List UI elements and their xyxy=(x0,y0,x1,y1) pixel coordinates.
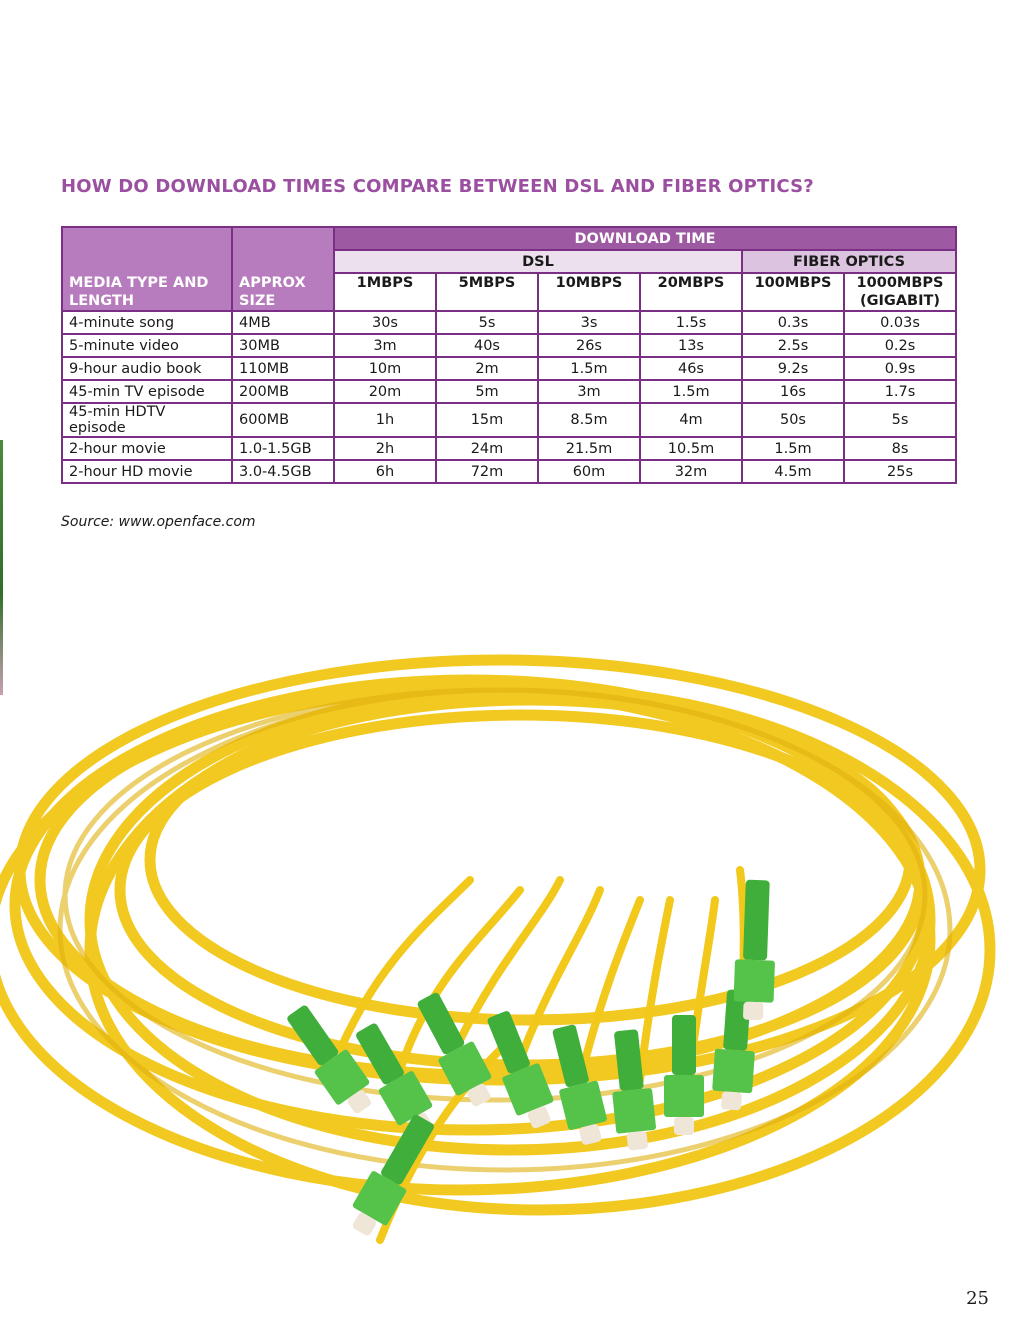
time-cell: 1h xyxy=(334,403,436,437)
time-cell: 50s xyxy=(742,403,844,437)
table-row xyxy=(62,311,956,334)
time-cell: 3s xyxy=(538,311,640,334)
table-row xyxy=(62,334,956,357)
time-cell: 13s xyxy=(640,334,742,357)
time-cell: 0.2s xyxy=(844,334,956,357)
time-cell: 0.3s xyxy=(742,311,844,334)
time-cell: 5s xyxy=(844,403,956,437)
time-cell: 5m xyxy=(436,380,538,403)
speed-header-10mbps: 10MBPS xyxy=(538,273,640,311)
time-cell: 16s xyxy=(742,380,844,403)
section-heading: HOW DO DOWNLOAD TIMES COMPARE BETWEEN DSL AND FIBER OPTICS? xyxy=(61,176,814,197)
time-cell: 3m xyxy=(334,334,436,357)
media-cell: 2-hour HD movie xyxy=(62,460,232,483)
dsl-header: DSL xyxy=(334,250,742,273)
speed-header-5mbps: 5MBPS xyxy=(436,273,538,311)
time-cell: 1.7s xyxy=(844,380,956,403)
size-cell: 4MB xyxy=(232,311,334,334)
time-cell: 1.5m xyxy=(742,437,844,460)
media-cell: 45-min HDTV episode xyxy=(62,403,232,437)
time-cell: 32m xyxy=(640,460,742,483)
time-cell: 30s xyxy=(334,311,436,334)
size-cell: 600MB xyxy=(232,403,334,437)
download-time-header: DOWNLOAD TIME xyxy=(334,227,956,250)
speed-header-20mbps: 20MBPS xyxy=(640,273,742,311)
time-cell: 2h xyxy=(334,437,436,460)
table-row xyxy=(62,437,956,460)
time-cell: 26s xyxy=(538,334,640,357)
time-cell: 15m xyxy=(436,403,538,437)
time-cell: 5s xyxy=(436,311,538,334)
speed-header-1mbps: 1MBPS xyxy=(334,273,436,311)
size-cell: 110MB xyxy=(232,357,334,380)
time-cell: 0.9s xyxy=(844,357,956,380)
media-cell: 45-min TV episode xyxy=(62,380,232,403)
time-cell: 4m xyxy=(640,403,742,437)
time-cell: 60m xyxy=(538,460,640,483)
approx-size-header: APPROX SIZE xyxy=(232,227,334,311)
page-number: 25 xyxy=(966,1288,989,1309)
media-type-header: MEDIA TYPE AND LENGTH xyxy=(62,227,232,311)
table-row xyxy=(62,380,956,403)
time-cell: 25s xyxy=(844,460,956,483)
time-cell: 46s xyxy=(640,357,742,380)
time-cell: 10m xyxy=(334,357,436,380)
size-cell: 200MB xyxy=(232,380,334,403)
time-cell: 0.03s xyxy=(844,311,956,334)
table-row xyxy=(62,460,956,483)
media-cell: 9-hour audio book xyxy=(62,357,232,380)
size-cell: 3.0-4.5GB xyxy=(232,460,334,483)
size-cell: 1.0-1.5GB xyxy=(232,437,334,460)
time-cell: 24m xyxy=(436,437,538,460)
media-cell: 2-hour movie xyxy=(62,437,232,460)
fiber-optic-cables-photo xyxy=(0,620,1024,1280)
time-cell: 2m xyxy=(436,357,538,380)
source-citation: Source: www.openface.com xyxy=(61,514,256,530)
download-times-table xyxy=(61,226,957,484)
time-cell: 1.5s xyxy=(640,311,742,334)
time-cell: 2.5s xyxy=(742,334,844,357)
size-cell: 30MB xyxy=(232,334,334,357)
time-cell: 1.5m xyxy=(640,380,742,403)
table-row xyxy=(62,357,956,380)
media-cell: 4-minute song xyxy=(62,311,232,334)
time-cell: 8s xyxy=(844,437,956,460)
speed-header-1000mbps: 1000MBPS (GIGABIT) xyxy=(844,273,956,311)
time-cell: 72m xyxy=(436,460,538,483)
table-row xyxy=(62,403,956,437)
speed-header-100mbps: 100MBPS xyxy=(742,273,844,311)
time-cell: 4.5m xyxy=(742,460,844,483)
time-cell: 40s xyxy=(436,334,538,357)
time-cell: 8.5m xyxy=(538,403,640,437)
time-cell: 9.2s xyxy=(742,357,844,380)
fiber-optics-header: FIBER OPTICS xyxy=(742,250,956,273)
time-cell: 20m xyxy=(334,380,436,403)
time-cell: 1.5m xyxy=(538,357,640,380)
media-cell: 5-minute video xyxy=(62,334,232,357)
time-cell: 10.5m xyxy=(640,437,742,460)
time-cell: 3m xyxy=(538,380,640,403)
time-cell: 21.5m xyxy=(538,437,640,460)
time-cell: 6h xyxy=(334,460,436,483)
